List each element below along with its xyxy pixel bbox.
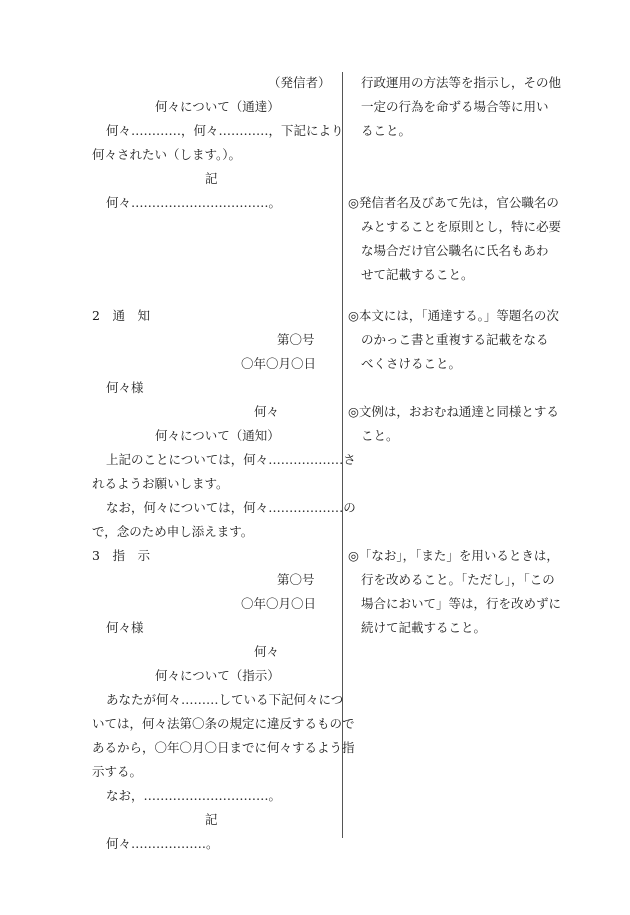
note-line: ること。 <box>361 123 412 138</box>
note-line: のかっこ書と重複する記載をなる <box>361 332 549 347</box>
s3-ki: 記 <box>205 812 218 827</box>
s1-sender: （発信者） <box>268 75 331 90</box>
s2-body-line: 上記のことについては，何々………………さ <box>106 452 356 467</box>
note-line: ◎「なお」，「また」を用いるときは， <box>348 548 559 563</box>
s3-body-line: あるから，〇年〇月〇日までに何々するよう指 <box>92 740 355 755</box>
s2-date: 〇年〇月〇日 <box>241 356 317 371</box>
note-line: な場合だけ官公職名に氏名もあわ <box>361 243 549 258</box>
s2-heading: 2 通 知 <box>92 308 150 323</box>
s3-body-line: なお，…………………………。 <box>106 788 282 803</box>
note-line: せて記載すること。 <box>361 267 474 282</box>
s3-heading: 3 指 示 <box>92 548 150 563</box>
s1-title: 何々について（通達） <box>155 99 280 114</box>
s3-body-line: いては，何々法第〇条の規定に違反するもので <box>92 716 355 731</box>
s2-addressee: 何々様 <box>106 380 144 395</box>
s2-body-line: で，念のため申し添えます。 <box>92 524 254 539</box>
s3-addressee: 何々様 <box>106 620 144 635</box>
note-line: べくさけること。 <box>361 356 462 371</box>
s3-date: 〇年〇月〇日 <box>241 596 317 611</box>
note-line: 行を改めること。「ただし」，「この <box>361 572 555 587</box>
s1-body-line: 何々…………，何々…………，下記により <box>106 123 344 138</box>
note-line: ◎文例は，おおむね通達と同様とする <box>348 404 559 419</box>
s1-ki: 記 <box>205 171 218 186</box>
note-line: ◎発信者名及びあて先は，官公職名の <box>348 195 559 210</box>
s2-body-line: なお，何々については，何々………………の <box>106 500 356 515</box>
note-line: ◎本文には，「通達する。」等題名の次 <box>348 308 559 323</box>
note-line: みとすることを原則とし，特に必要 <box>361 219 562 234</box>
note-line: 行政運用の方法等を指示し，その他 <box>361 75 562 90</box>
note-line: 続けて記載すること。 <box>361 620 487 635</box>
s3-body-line: あなたが何々………している下記何々につ <box>106 692 344 707</box>
s2-title: 何々について（通知） <box>155 428 280 443</box>
s3-body-line: 示する。 <box>92 764 143 779</box>
s3-title: 何々について（指示） <box>155 668 280 683</box>
s1-body-line: 何々されたい（します。）。 <box>92 147 242 162</box>
s3-item: 何々………………。 <box>106 836 219 851</box>
note-line: 一定の行為を命ずる場合等に用い <box>361 99 549 114</box>
s3-number: 第〇号 <box>277 572 315 587</box>
s3-sender: 何々 <box>254 644 280 659</box>
note-line: こと。 <box>361 428 399 443</box>
s2-body-line: れるようお願いします。 <box>92 476 229 491</box>
note-line: 場合において」等は，行を改めずに <box>361 596 562 611</box>
s1-item: 何々……………………………。 <box>106 195 282 210</box>
s2-sender: 何々 <box>254 404 280 419</box>
s2-number: 第〇号 <box>277 332 315 347</box>
